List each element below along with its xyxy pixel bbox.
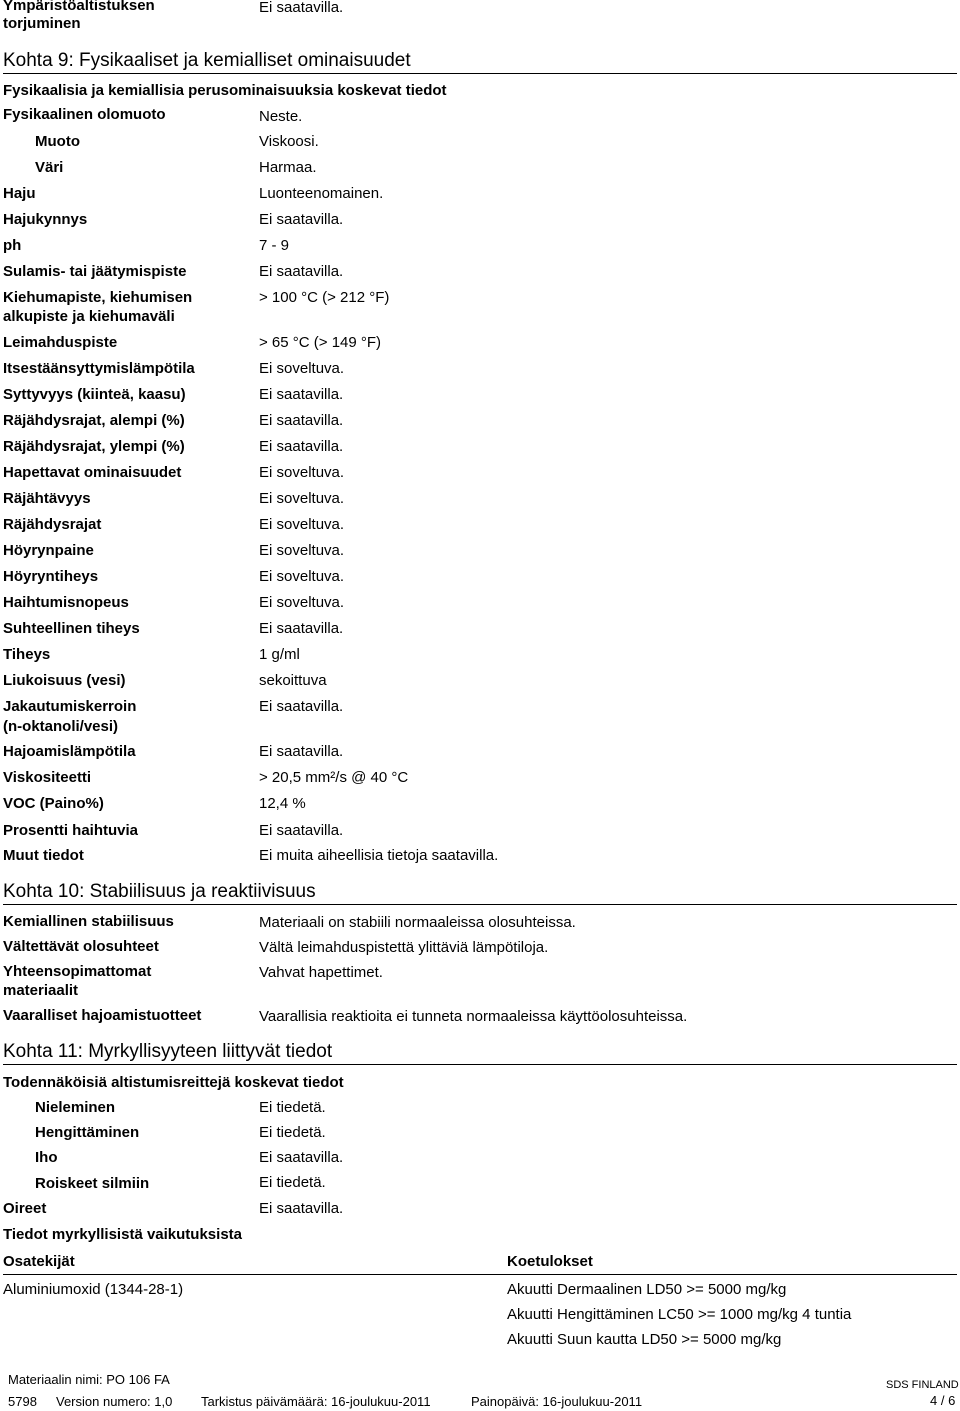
prop-label: Jakautumiskerroin <box>3 698 137 715</box>
symptoms-value: Ei saatavilla. <box>259 1200 344 1217</box>
prop-value: > 100 °C (> 212 °F) <box>259 289 390 306</box>
prop-value: Ei saatavilla. <box>259 412 344 429</box>
prop-label: Räjähtävyys <box>3 490 91 507</box>
section-11-subtitle: Todennäköisiä altistumisreittejä koskevat tiedot <box>3 1074 344 1091</box>
footer-printed: Painopäivä: 16-joulukuu-2011 <box>471 1394 643 1409</box>
prop-value: > 20,5 mm²/s @ 40 °C <box>259 769 409 786</box>
route-value: Ei tiedetä. <box>259 1174 326 1191</box>
stability-label: Vaaralliset hajoamistuotteet <box>3 1007 202 1024</box>
stability-label: Kemiallinen stabiilisuus <box>3 913 174 930</box>
footer-code: 5798 <box>8 1394 37 1409</box>
stability-value: Vahvat hapettimet. <box>259 964 383 981</box>
section-9-title: Kohta 9: Fysikaaliset ja kemialliset ominaisuudet <box>3 50 411 71</box>
prop-value: Ei soveltuva. <box>259 516 345 533</box>
prop-label: Prosentti haihtuvia <box>3 822 139 839</box>
stability-value: Vaarallisia reaktioita ei tunneta normaaleissa käyttöolosuhteissa. <box>259 1008 688 1025</box>
prop-label: Leimahduspiste <box>3 334 118 351</box>
prop-value: Harmaa. <box>259 159 317 176</box>
prop-value: Ei soveltuva. <box>259 464 345 481</box>
prop-value: 7 - 9 <box>259 237 290 254</box>
stability-label-2: materiaalit <box>3 982 79 999</box>
route-value: Ei saatavilla. <box>259 1149 344 1166</box>
prop-label: Haihtumisnopeus <box>3 594 129 611</box>
prop-label: Suhteellinen tiheys <box>3 620 140 637</box>
prop-value: 12,4 % <box>259 795 306 812</box>
prop-value: Ei saatavilla. <box>259 386 344 403</box>
prop-label: Fysikaalinen olomuoto <box>3 106 166 123</box>
test-result: Akuutti Hengittäminen LC50 >= 1000 mg/kg 4 tuntia <box>507 1306 852 1323</box>
prop-label: Hajoamislämpötila <box>3 743 136 760</box>
prop-label: Viskositeetti <box>3 769 92 786</box>
prop-value: Ei muita aiheellisia tietoja saatavilla. <box>259 847 499 864</box>
section-divider <box>3 904 957 905</box>
prop-value: Ei soveltuva. <box>259 360 345 377</box>
prop-label: Kiehumapiste, kiehumisen <box>3 289 193 306</box>
section-divider <box>3 73 957 74</box>
prop-label: Muut tiedot <box>3 847 84 864</box>
prop-label: ph <box>3 237 22 254</box>
prop-label: Hajukynnys <box>3 211 88 228</box>
route-label: Hengittäminen <box>35 1124 140 1141</box>
table-divider <box>3 1274 957 1275</box>
footer-material: Materiaalin nimi: PO 106 FA <box>8 1372 170 1387</box>
env-label: Ympäristöaltistuksen <box>3 0 155 14</box>
footer-page: 4 / 6 <box>930 1393 956 1408</box>
prop-label: Tiheys <box>3 646 51 663</box>
prop-value: Ei saatavilla. <box>259 263 344 280</box>
col-results: Koetulokset <box>507 1253 593 1270</box>
prop-value: Neste. <box>259 108 303 125</box>
prop-value: Ei saatavilla. <box>259 211 344 228</box>
prop-label-2: alkupiste ja kiehumaväli <box>3 308 175 325</box>
prop-label: Liukoisuus (vesi) <box>3 672 126 689</box>
col-component: Osatekijät <box>3 1253 75 1270</box>
test-result: Akuutti Suun kautta LD50 >= 5000 mg/kg <box>507 1331 782 1348</box>
prop-value: Ei saatavilla. <box>259 822 344 839</box>
route-value: Ei tiedetä. <box>259 1124 326 1141</box>
tox-title: Tiedot myrkyllisistä vaikutuksista <box>3 1226 242 1243</box>
prop-label: Höyryntiheys <box>3 568 99 585</box>
prop-value: Ei soveltuva. <box>259 490 345 507</box>
footer-revised: Tarkistus päivämäärä: 16-joulukuu-2011 <box>201 1394 431 1409</box>
prop-label: Väri <box>35 159 64 176</box>
prop-label: Muoto <box>35 133 80 150</box>
prop-label: Räjähdysrajat, ylempi (%) <box>3 438 185 455</box>
prop-value: Ei saatavilla. <box>259 743 344 760</box>
section-9-subtitle: Fysikaalisia ja kemiallisia perusominaisuuksia koskevat tiedot <box>3 82 447 99</box>
prop-value: Ei saatavilla. <box>259 698 344 715</box>
prop-value: sekoittuva <box>259 672 327 689</box>
prop-value: Ei soveltuva. <box>259 542 345 559</box>
prop-label: Haju <box>3 185 36 202</box>
prop-value: Luonteenomainen. <box>259 185 384 202</box>
stability-label: Vältettävät olosuhteet <box>3 938 159 955</box>
prop-value: > 65 °C (> 149 °F) <box>259 334 382 351</box>
prop-label: Hapettavat ominaisuudet <box>3 464 182 481</box>
stability-value: Vältä leimahduspistettä ylittäviä lämpötiloja. <box>259 939 549 956</box>
section-11-title: Kohta 11: Myrkyllisyyteen liittyvät tiedot <box>3 1041 333 1062</box>
prop-label: Syttyvyys (kiinteä, kaasu) <box>3 386 186 403</box>
footer-sds: SDS FINLAND <box>886 1379 959 1391</box>
prop-label: Räjähdysrajat <box>3 516 102 533</box>
stability-value: Materiaali on stabiili normaaleissa olosuhteissa. <box>259 914 576 931</box>
section-10-title: Kohta 10: Stabiilisuus ja reaktiivisuus <box>3 881 316 902</box>
prop-label: Höyrynpaine <box>3 542 94 559</box>
test-result: Akuutti Dermaalinen LD50 >= 5000 mg/kg <box>507 1281 787 1298</box>
env-value: Ei saatavilla. <box>259 0 344 16</box>
footer-version: Version numero: 1,0 <box>56 1394 173 1409</box>
prop-value: Viskoosi. <box>259 133 319 150</box>
route-label: Iho <box>35 1149 58 1166</box>
prop-value: Ei saatavilla. <box>259 620 344 637</box>
route-value: Ei tiedetä. <box>259 1099 326 1116</box>
prop-label: Itsestäänsyttymislämpötila <box>3 360 195 377</box>
prop-value: Ei soveltuva. <box>259 568 345 585</box>
env-label-2: torjuminen <box>3 15 81 32</box>
section-divider <box>3 1064 957 1065</box>
prop-label: VOC (Paino%) <box>3 795 104 812</box>
route-label: Nieleminen <box>35 1099 116 1116</box>
route-label: Roiskeet silmiin <box>35 1175 150 1192</box>
prop-label: Räjähdysrajat, alempi (%) <box>3 412 185 429</box>
prop-label: Sulamis- tai jäätymispiste <box>3 263 187 280</box>
symptoms-label: Oireet <box>3 1200 47 1217</box>
component-name: Aluminiumoxid (1344-28-1) <box>3 1281 184 1298</box>
stability-label: Yhteensopimattomat <box>3 963 152 980</box>
prop-label-2: (n-oktanoli/vesi) <box>3 718 119 735</box>
prop-value: 1 g/ml <box>259 646 300 663</box>
prop-value: Ei soveltuva. <box>259 594 345 611</box>
prop-value: Ei saatavilla. <box>259 438 344 455</box>
